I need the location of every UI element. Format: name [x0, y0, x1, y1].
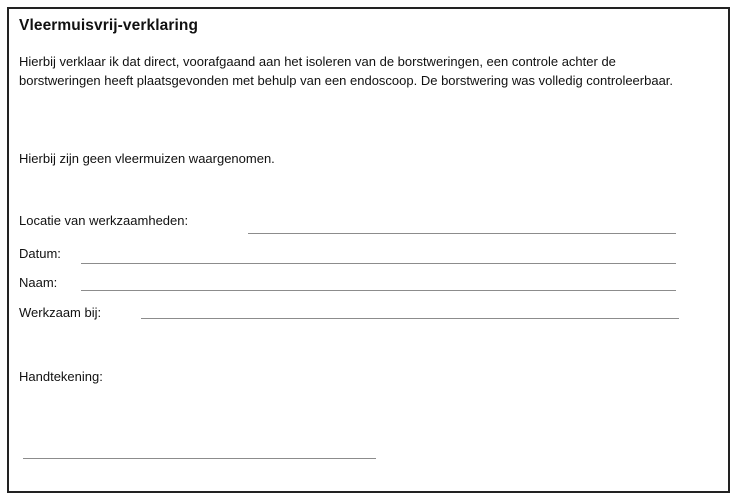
declaration-text: Hierbij verklaar ik dat direct, voorafgaand aan het isoleren van de borstweringen, een controle achter de borstweringen heeft plaatsgevonden met behulp van een endoscoop. De borstwering was volledig controleerbaar.	[19, 54, 674, 88]
date-field[interactable]	[81, 263, 676, 264]
signature-label: Handtekening:	[19, 369, 103, 384]
name-field[interactable]	[81, 290, 676, 291]
employer-field[interactable]	[141, 318, 679, 319]
location-field[interactable]	[248, 233, 676, 234]
location-label: Locatie van werkzaamheden:	[19, 213, 189, 228]
employer-label: Werkzaam bij:	[19, 305, 102, 320]
date-label: Datum:	[19, 246, 61, 261]
name-label: Naam:	[19, 275, 58, 290]
signature-line[interactable]	[23, 458, 376, 459]
form-title: Vleermuisvrij-verklaring	[19, 17, 199, 34]
observation-text: Hierbij zijn geen vleermuizen waargenomen.	[19, 151, 275, 166]
